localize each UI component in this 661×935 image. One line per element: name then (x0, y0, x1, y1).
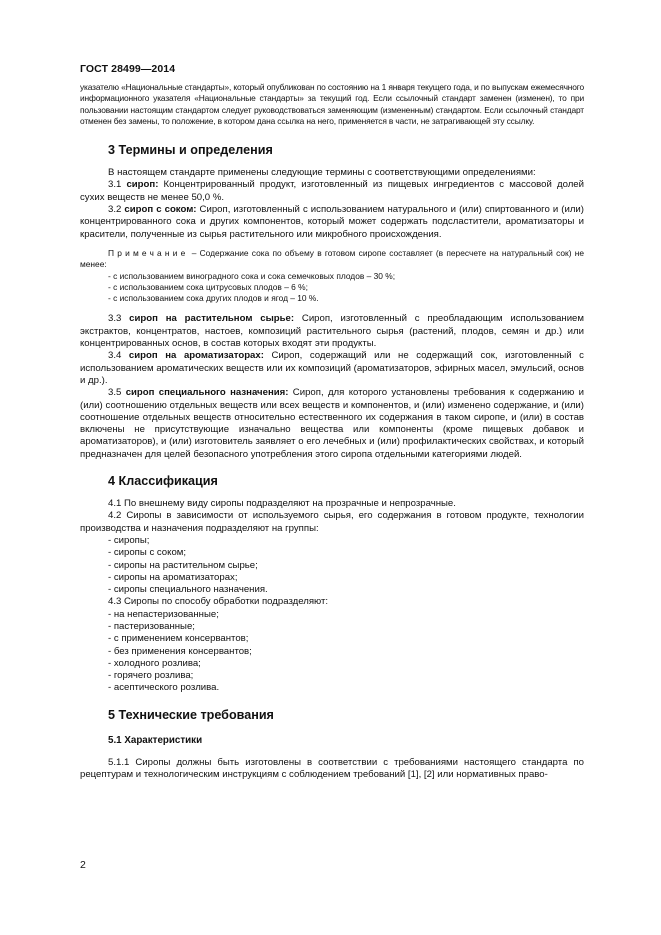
section-3-lead: В настоящем стандарте применены следующие термины с соответствующими определениями: (108, 167, 536, 179)
term-3-1 (80, 179, 584, 204)
term-definition: Сироп, для которого установлены требования к содержанию и (или) соотношению отдельных веществ или всех веществ и компонентов, и (или) изменено содержание, и (или) соотношение отдельных веществ относительно естественного их содержания в таком сиропе, и (или) в состав включены не присутствующие изначально вещества или компоненты (кроме пищевых добавок и ароматизаторов), и (или) изготовитель заявляет о его лечебных и (или) профилактических свойствах, и который предназначен для целей безопасного употребления этого сиропа отдельными категориями людей. (80, 387, 584, 460)
intro-paragraph: указателю «Национальные стандарты», который опубликован по состоянию на 1 января текущего года, и по выпускам ежемесячного информационного указателя «Национальные стандарты» за текущий год. Если ссылочный стандарт заменен (изменен), то при пользовании настоящим стандартом следует руководствоваться заменяющим (измененным) стандартом. Если ссылочный стандарт отменен без замены, то положение, в котором дана ссылка на него, применяется в части, не затрагивающей эту ссылку. (80, 82, 584, 126)
term-name: сироп: (126, 179, 159, 191)
term-3-3 (80, 313, 584, 350)
note-label: Примечание (108, 247, 189, 258)
term-number: 3.5 (108, 387, 126, 399)
term-name: сироп на растительном сырье: (129, 313, 295, 325)
note-list (80, 271, 584, 305)
subsection-5-1-heading: 5.1 Характеристики (108, 734, 203, 746)
term-name: сироп с соком: (124, 204, 197, 216)
list-item: - с применением консервантов; (108, 633, 249, 645)
term-number: 3.3 (108, 313, 130, 325)
term-3-5 (80, 387, 584, 461)
term-definition: Сироп, изготовленный с преобладающим использованием экстрактов, концентратов, настоев, композиций растительного сырья (растений, плодов, семян и др.) или концентрированных основ, в состав которых входят эти продукты. (80, 313, 584, 350)
section-4-heading: 4 Классификация (108, 474, 218, 489)
list-item: - на непастеризованные; (108, 608, 219, 620)
note-text: Содержание сока по объему в готовом сиропе составляет (в пересчете на натуральный сок) не менее: (80, 247, 584, 270)
term-definition: Концентрированный продукт, изготовленный из пищевых ингредиентов с массовой долей сухих веществ не менее 50,0 %. (80, 179, 584, 203)
term-number: 3.1 (108, 179, 127, 191)
section-3-heading: 3 Термины и определения (108, 143, 273, 158)
term-name: сироп на ароматизаторах: (128, 350, 264, 362)
page-number: 2 (80, 859, 86, 871)
list-item: - с использованием виноградного сока и сока семечковых плодов – 30 %; (108, 270, 396, 281)
list-item: - горячего розлива; (108, 670, 194, 682)
term-number: 3.2 (108, 204, 125, 216)
clause-4-2: 4.2 Сиропы в зависимости от используемого сырья, его содержания в готовом продукте, технологии производства и назначения подразделяют на группы: (80, 510, 584, 534)
list-item: - сиропы с соком; (108, 547, 187, 559)
term-definition: Сироп, изготовленный с использованием натурального и (или) спиртованного и (или) концентрированного сока и других компонентов, который может содержать подсластители, ароматизаторы и красители, полученные из сырья растительного или микробного происхождения. (80, 204, 584, 240)
list-item: - сиропы на ароматизаторах; (108, 571, 238, 583)
list-item: - асептического розлива. (108, 682, 220, 694)
document-header: ГОСТ 28499—2014 (80, 63, 176, 75)
methods-list (80, 609, 584, 695)
page-content (80, 82, 584, 781)
term-3-4 (80, 350, 584, 387)
list-item: - сиропы на растительном сырье; (108, 559, 258, 571)
clause-4-1: 4.1 По внешнему виду сиропы подразделяют на прозрачные и непрозрачные. (108, 498, 456, 510)
note-dash: – (188, 247, 200, 258)
list-item: - с использованием сока других плодов и ягод – 10 %. (108, 293, 319, 304)
clause-4-3: 4.3 Сиропы по способу обработки подразделяют: (108, 596, 329, 608)
clause-5-1-1: 5.1.1 Сиропы должны быть изготовлены в соответствии с требованиями настоящего стандарта по рецептурам и технологическим инструкциям с соблюдением требований [1], [2] или нормативных право- (80, 756, 584, 781)
note-paragraph (80, 248, 584, 271)
list-item: - сиропы; (108, 534, 150, 546)
list-item: - пастеризованные; (108, 620, 195, 632)
term-3-2 (80, 204, 584, 241)
list-item: - с использованием сока цитрусовых плодов – 6 %; (108, 281, 308, 292)
term-definition: Сироп, содержащий или не содержащий сок, изготовленный с использованием ароматических веществ или их композиций (ароматизаторов, эфирных масел, эмульсий, основ и др.). (80, 350, 584, 386)
term-name: сироп специального назначения: (125, 387, 289, 399)
list-item: - без применения консервантов; (108, 645, 252, 657)
groups-list (80, 535, 584, 596)
list-item: - холодного розлива; (108, 657, 201, 669)
section-5-heading: 5 Технические требования (108, 707, 274, 722)
term-number: 3.4 (108, 350, 129, 362)
list-item: - сиропы специального назначения. (108, 584, 268, 596)
